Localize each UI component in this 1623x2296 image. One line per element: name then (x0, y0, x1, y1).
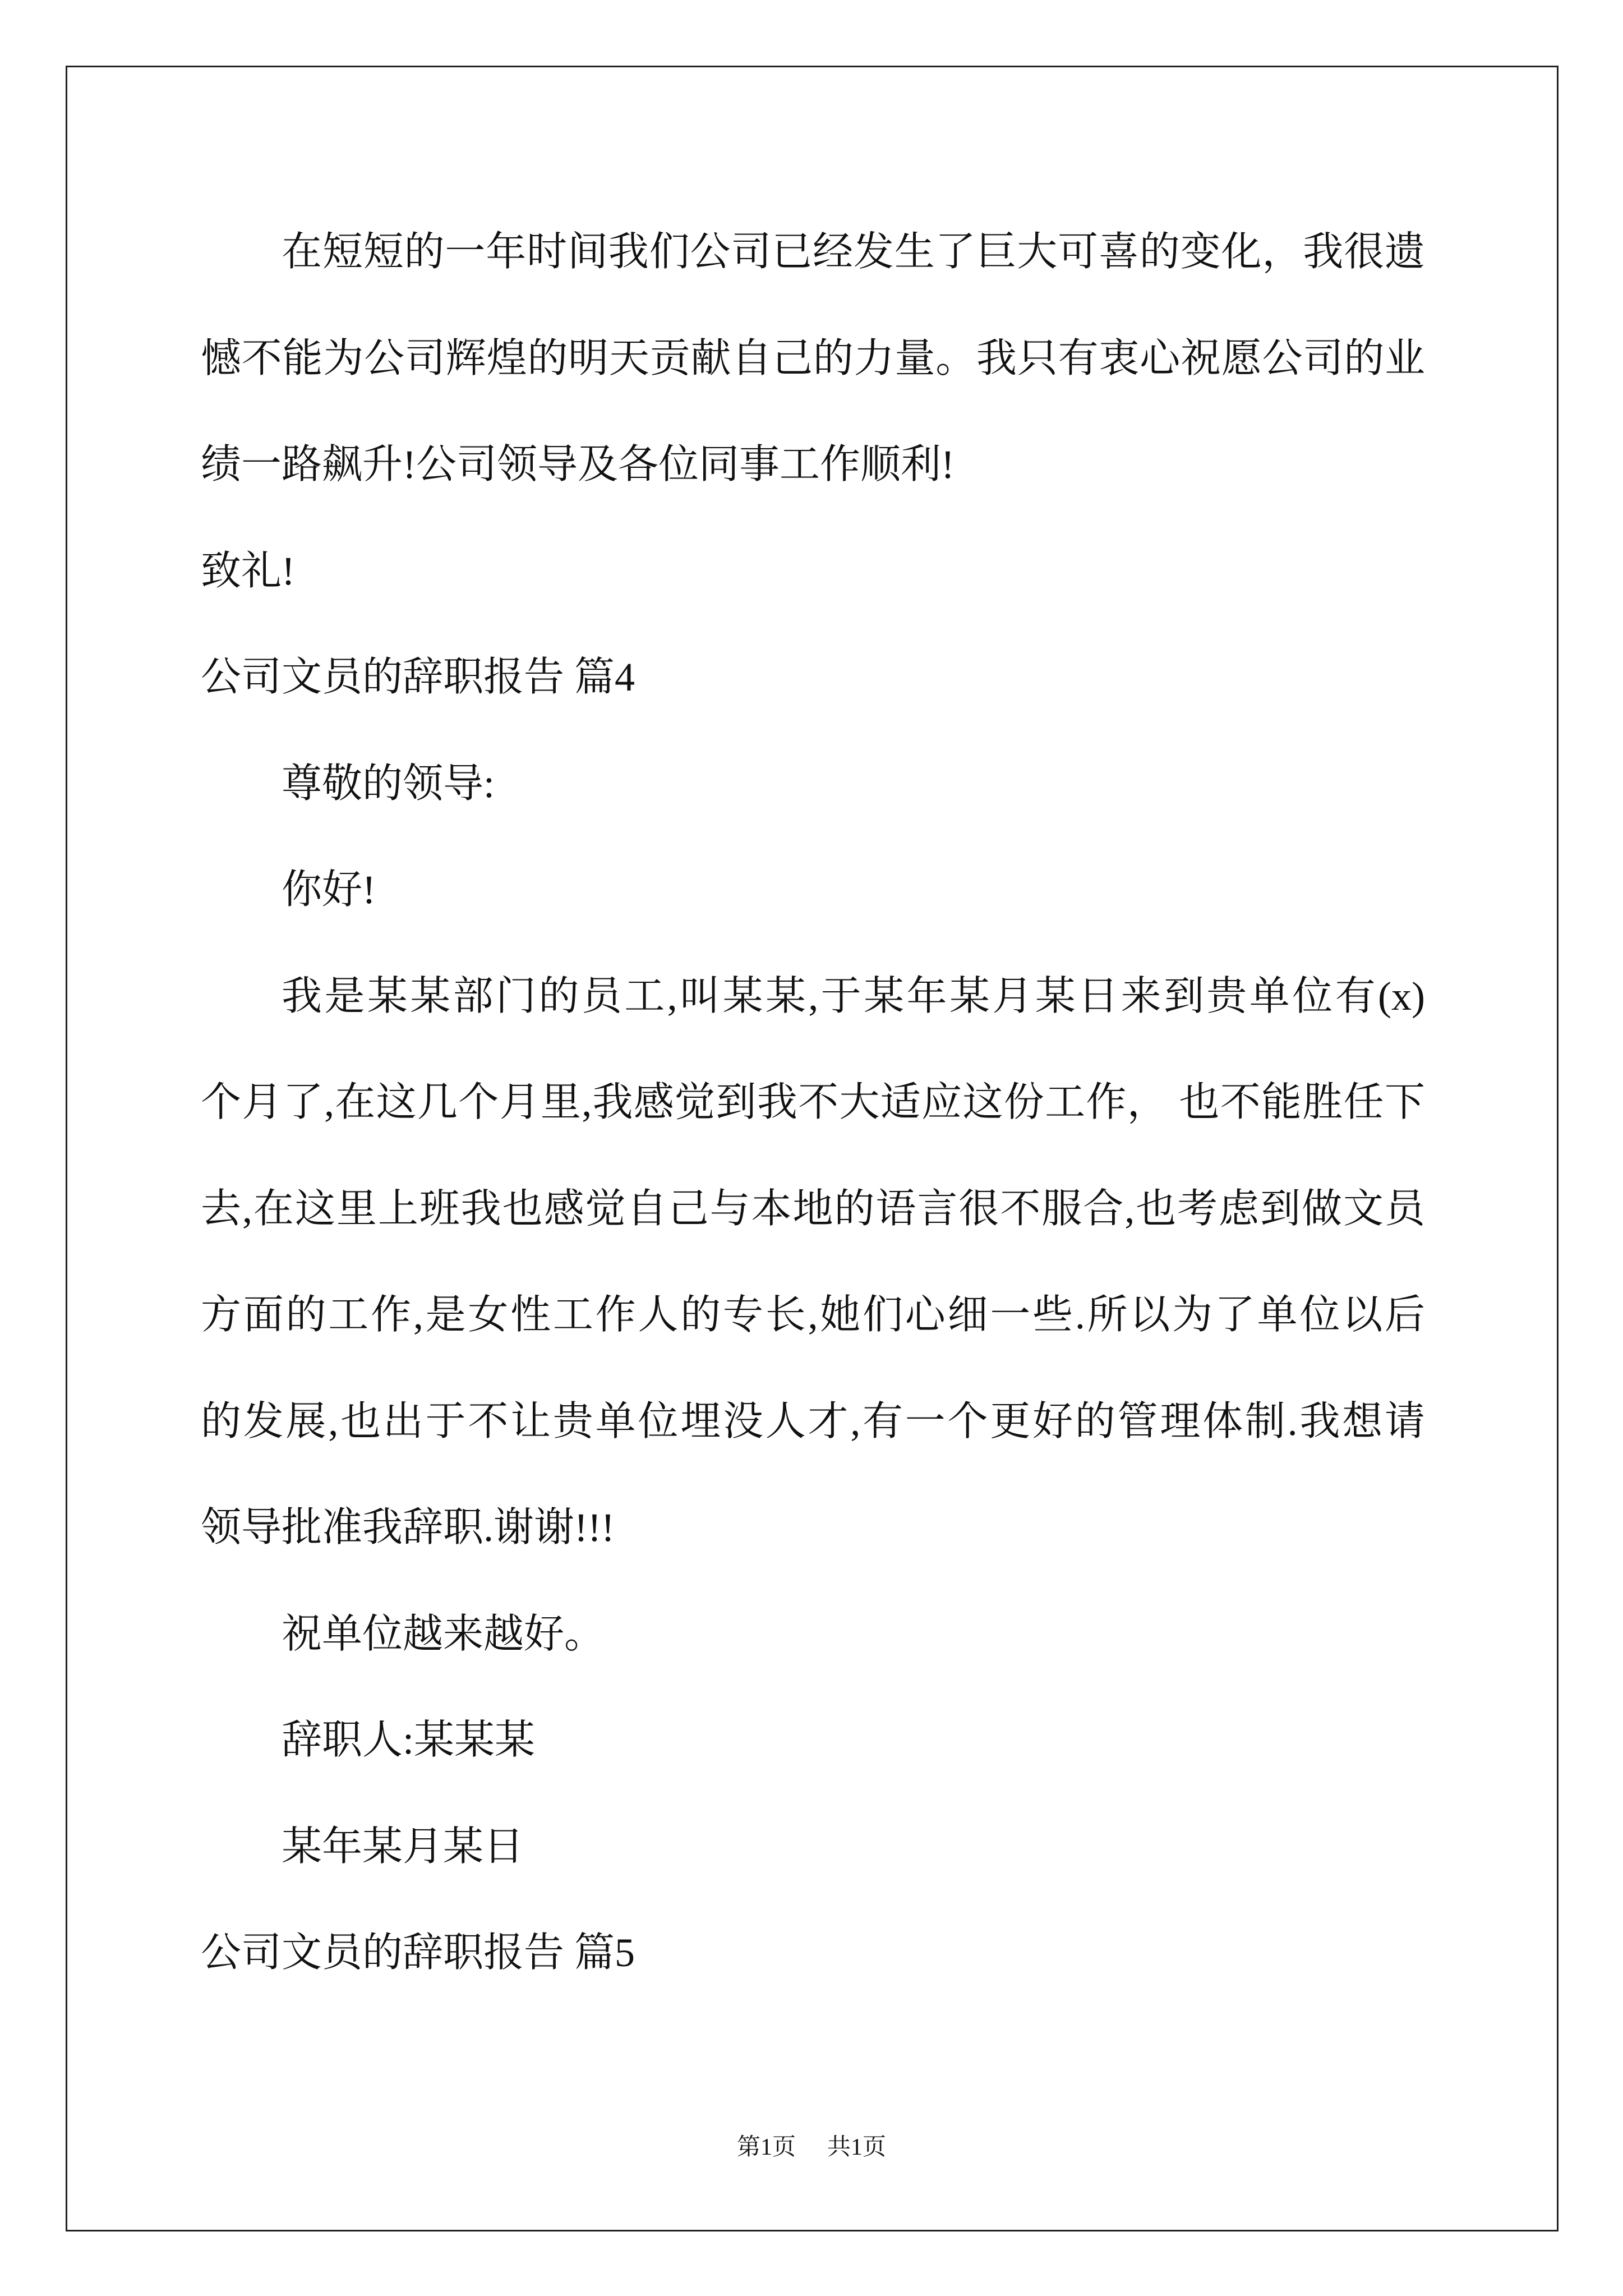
paragraph-line: 领导批准我辞职.谢谢!!! (201, 1505, 615, 1550)
paragraph-line: 绩一路飙升!公司领导及各位同事工作顺利! (201, 442, 955, 487)
paragraph-line: 在短短的一年时间我们公司已经发生了巨大可喜的变化，我很遗 (282, 229, 1425, 274)
letter-greeting: 你好! (282, 867, 376, 912)
total-pages-label: 共1页 (827, 2134, 887, 2160)
paragraph-line: 方面的工作,是女性工作人的专长,她们心细一些.所以为了单位以后 (201, 1292, 1425, 1337)
page-footer (0, 2132, 1623, 2163)
closing-salutation: 致礼! (201, 548, 295, 593)
paragraph-line: 个月了,在这几个月里,我感觉到我不大适应这份工作， 也不能胜任下 (201, 1080, 1425, 1125)
section-heading: 公司文员的辞职报告 篇5 (201, 1930, 635, 1975)
paragraph-line: 憾不能为公司辉煌的明天贡献自己的力量。我只有衷心祝愿公司的业 (201, 335, 1425, 381)
document-body (201, 199, 1425, 2007)
letter-salutation: 尊敬的领导: (282, 761, 495, 806)
closing-wish: 祝单位越来越好。 (282, 1611, 605, 1657)
section-heading: 公司文员的辞职报告 篇4 (201, 655, 635, 700)
signature-line: 辞职人:某某某 (282, 1718, 536, 1763)
paragraph-line: 去,在这里上班我也感觉自己与本地的语言很不服合,也考虑到做文员 (201, 1186, 1425, 1231)
date-line: 某年某月某日 (282, 1824, 524, 1869)
paragraph-line: 我是某某部门的员工,叫某某,于某年某月某日来到贵单位有(x) (282, 973, 1425, 1019)
paragraph-line: 的发展,也出于不让贵单位埋没人才,有一个更好的管理体制.我想请 (201, 1398, 1425, 1444)
current-page-label: 第1页 (736, 2134, 796, 2160)
